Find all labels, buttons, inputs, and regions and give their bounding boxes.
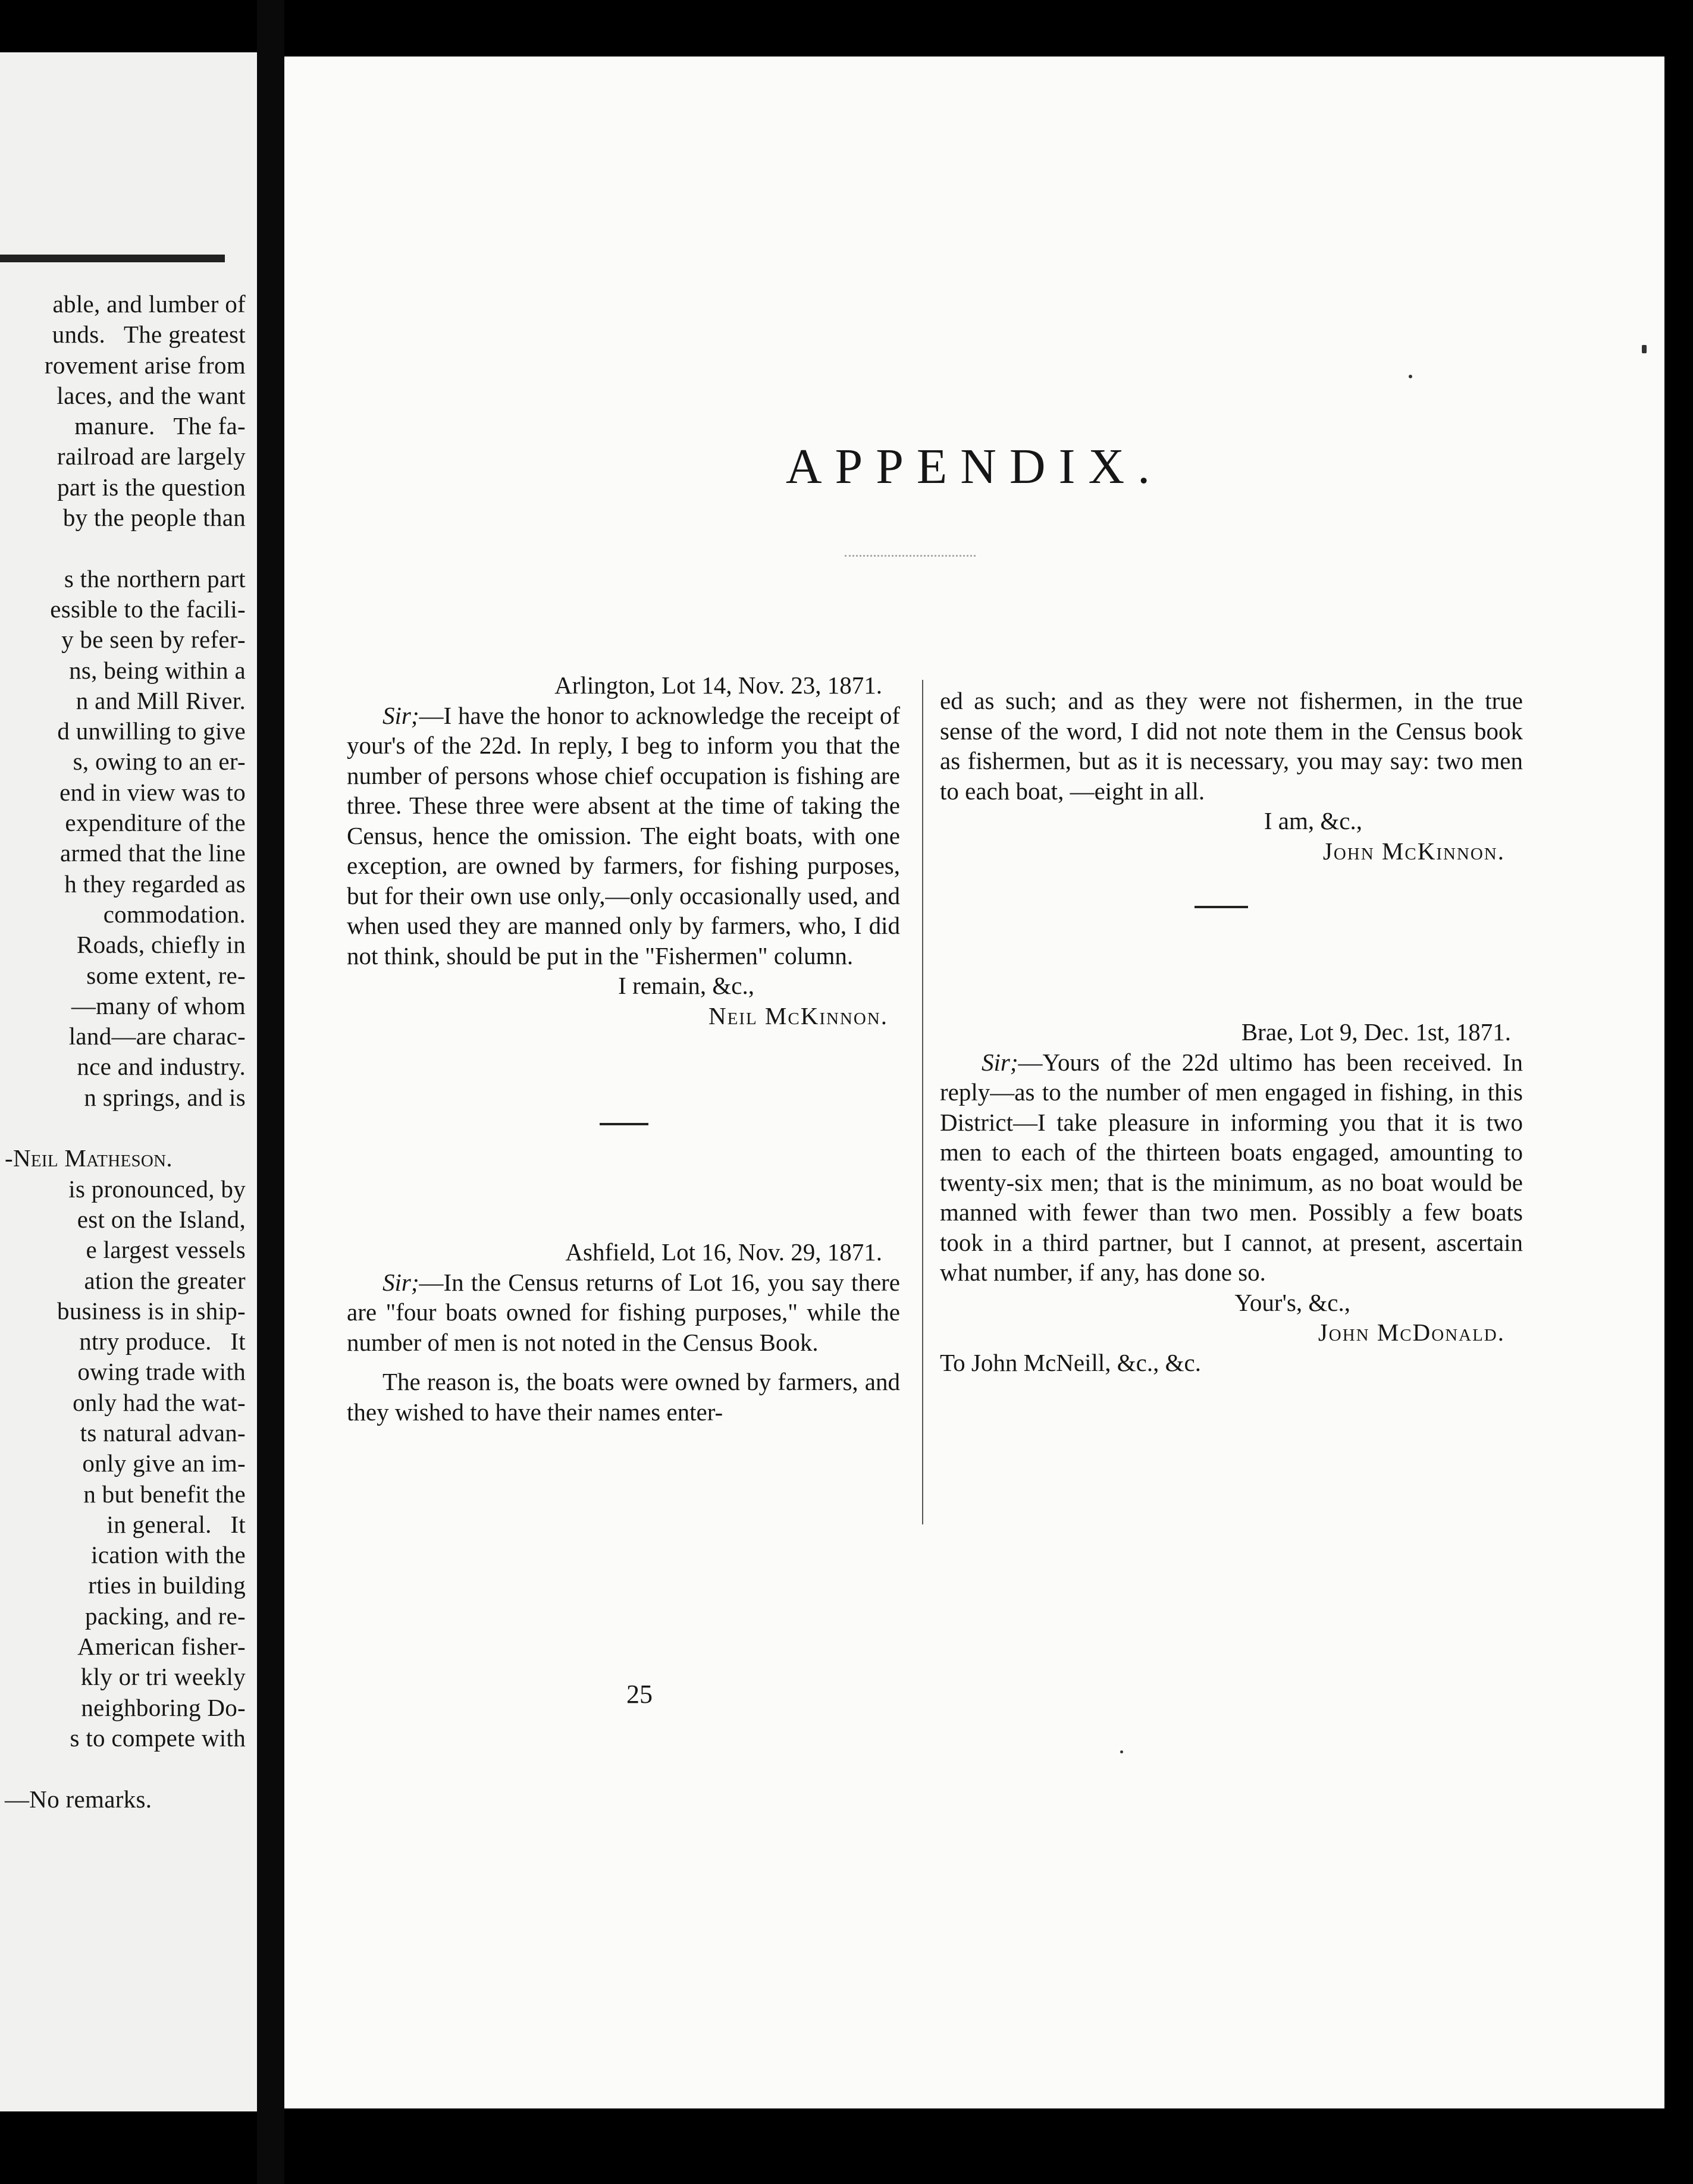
body-text: —I have the honor to acknowledge the receipt of your's of the 22d. In reply, I beg to inform you that the number of persons whose chief occupation is fishing are three. These three were absent at the time of taking the Census, hence the omission. The eight boats, with one exception, are owned by farmers, for fishing purposes, but for their own use only,—only occasionally used, and when used they are manned only by farmers, who, I did not think, should be put in the "Fishermen" column. <box>347 701 900 969</box>
text-line: only had the wat- <box>73 1388 246 1416</box>
body-text: —Yours of the 22d ultimo has been received. In reply—as to the number of men engaged in fishing, in this District—I take pleasure in informing you that it is two men to each of the thirteen boats engaged, amounting to twenty-six men; that is the minimum, as no boat would be manned with fewer than two men. Possibly a few boats took in a third partner, but I cannot, at present, ascertain what number, if any, has done so. <box>940 1048 1523 1286</box>
letter-body <box>940 1047 1523 1288</box>
text-line: expenditure of the <box>65 809 246 837</box>
text-line: rties in building <box>88 1571 246 1599</box>
letter-brae <box>940 1017 1523 1377</box>
text-line: in general. It <box>106 1510 246 1538</box>
text-line: land—are charac- <box>68 1022 246 1050</box>
text-line: n and Mill River. <box>76 686 246 714</box>
dateline: Brae, Lot 9, Dec. 1st, 1871. <box>1241 1018 1511 1046</box>
text-line: essible to the facili- <box>50 595 246 623</box>
text-line: packing, and re- <box>84 1602 246 1630</box>
ornament-divider <box>845 555 976 557</box>
column-rule <box>922 680 923 1524</box>
text-line: ntry produce. It <box>79 1328 246 1355</box>
text-line: some extent, re- <box>86 961 246 989</box>
section-divider <box>600 1123 648 1125</box>
letter-body <box>347 701 900 971</box>
addressee: To John McNeill, &c., &c. <box>940 1348 1201 1376</box>
paper-speck <box>1120 1750 1123 1753</box>
text-line: kly or tri weekly <box>80 1663 246 1691</box>
text-line: able, and lumber of <box>52 290 246 318</box>
text-line: ts natural advan- <box>80 1419 246 1446</box>
text-line: -Neil Matheson. <box>5 1144 173 1172</box>
closing: I am, &c., <box>1264 807 1362 834</box>
letter-body-continued: ed as such; and as they were not fishermen, in the true sense of the word, I did not note them in the Census book as fishermen, but as it is necessary, you may say: two men to each boat, —eight in all. <box>940 687 1523 805</box>
dateline: Ashfield, Lot 16, Nov. 29, 1871. <box>565 1238 882 1266</box>
salutation: Sir; <box>383 1268 419 1296</box>
text-line: unds. The greatest <box>52 321 246 349</box>
letter-ashfield-continued <box>940 686 1523 866</box>
text-line: manure. The fa- <box>74 412 246 440</box>
text-line: part is the question <box>57 473 246 501</box>
letter-body <box>347 1267 900 1358</box>
dateline: Arlington, Lot 14, Nov. 23, 1871. <box>554 671 882 699</box>
text-line: s to compete with <box>70 1724 246 1752</box>
text-line: railroad are largely <box>57 443 246 470</box>
text-line: n springs, and is <box>84 1083 246 1111</box>
closing: I remain, &c., <box>618 972 754 999</box>
text-line: neighboring Do- <box>81 1693 246 1721</box>
text-line: —many of whom <box>71 991 246 1019</box>
signature: John McDonald. <box>1318 1319 1505 1346</box>
text-line: n but benefit the <box>83 1480 246 1508</box>
letter-arlington <box>347 670 900 1031</box>
previous-page-text <box>5 289 246 1815</box>
text-line: h they regarded as <box>64 870 246 898</box>
text-line <box>5 1753 246 1784</box>
previous-page-fragment <box>0 52 257 2111</box>
double-rule <box>0 255 225 262</box>
text-line: s the northern part <box>64 564 246 592</box>
text-line: ication with the <box>91 1541 246 1569</box>
book-gutter <box>257 0 284 2184</box>
text-line: commodation. <box>103 900 246 928</box>
letter-body-continued: The reason is, the boats were owned by farmers, and they wished to have their names enter- <box>347 1368 900 1426</box>
text-line: armed that the line <box>60 839 246 867</box>
text-line: owing trade with <box>77 1358 246 1386</box>
body-text: —In the Census returns of Lot 16, you say there are "four boats owned for fishing purposes," while the number of men is not noted in the Census Book. <box>347 1268 900 1356</box>
section-divider <box>1194 906 1248 908</box>
text-line: ation the greater <box>84 1266 246 1294</box>
text-line: laces, and the want <box>57 381 246 409</box>
signature: John McKinnon. <box>1322 837 1505 865</box>
text-line: end in view was to <box>59 778 246 806</box>
text-line: e largest vessels <box>86 1236 246 1264</box>
text-line: by the people than <box>62 504 246 532</box>
text-line: —No remarks. <box>5 1785 152 1813</box>
text-line <box>5 1113 246 1143</box>
page-number: 25 <box>626 1680 653 1709</box>
paper-speck <box>1642 345 1647 353</box>
text-line: American fisher- <box>77 1633 246 1661</box>
text-line: only give an im- <box>82 1449 246 1477</box>
page-title: APPENDIX. <box>785 439 1164 495</box>
page <box>284 57 1664 2108</box>
text-line: Roads, chiefly in <box>76 931 246 959</box>
text-line: nce and industry. <box>77 1053 246 1081</box>
salutation: Sir; <box>982 1048 1018 1076</box>
text-line: business is in ship- <box>57 1297 246 1325</box>
text-line <box>5 533 246 563</box>
signature: Neil McKinnon. <box>708 1002 888 1030</box>
text-line: rovement arise from <box>44 351 246 379</box>
letter-ashfield <box>347 1237 900 1427</box>
salutation: Sir; <box>383 701 419 729</box>
text-line: est on the Island, <box>77 1205 246 1233</box>
text-line: is pronounced, by <box>68 1175 246 1203</box>
text-line: ns, being within a <box>69 656 246 684</box>
text-line: y be seen by refer- <box>61 626 246 654</box>
closing: Your's, &c., <box>1234 1288 1350 1316</box>
text-line: d unwilling to give <box>57 717 246 745</box>
text-line: s, owing to an er- <box>73 748 246 776</box>
paper-speck <box>1409 375 1412 378</box>
